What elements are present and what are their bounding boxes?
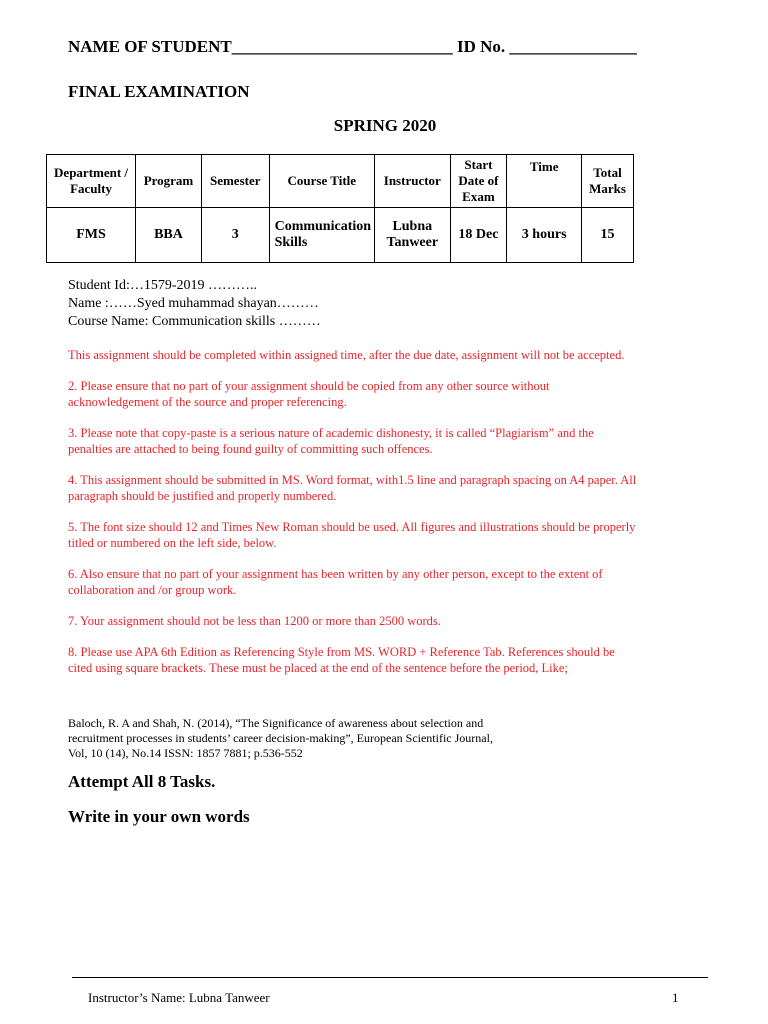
header-start-date: Start Date of Exam: [450, 155, 507, 208]
attempt-instruction: Attempt All 8 Tasks.: [68, 772, 216, 791]
page-number: 1: [672, 990, 679, 1005]
rule-item: 6. Also ensure that no part of your assignment has been written by any other person, except to the extent of collaboration and /or group work.: [68, 567, 603, 597]
student-name-id-line: NAME OF STUDENT__________________________ ID No. _______________: [68, 37, 637, 56]
header-instructor: Instructor: [375, 155, 451, 208]
footer-instructor-name: Instructor’s Name: Lubna Tanweer: [88, 990, 270, 1005]
rule-item: 4. This assignment should be submitted in MS. Word format, with1.5 line and paragraph spacing on A4 paper. All paragraph should be justified and properly numbered.: [68, 473, 637, 503]
assignment-rules: [68, 347, 638, 676]
value-start-date: 18 Dec: [450, 208, 507, 263]
rule-item: 7. Your assignment should not be less than 1200 or more than 2500 words.: [68, 614, 441, 628]
value-time: 3 hours: [507, 208, 582, 263]
reference-line: Vol, 10 (14), No.14 ISSN: 1857 7881; p.536-552: [68, 746, 303, 760]
value-department: FMS: [47, 208, 136, 263]
table-header-row: [47, 155, 634, 208]
rule-item: 8. Please use APA 6th Edition as Referencing Style from MS. WORD + Reference Tab. References should be cited using square brackets. These must be placed at the end of the sentence before the period, Like;: [68, 645, 615, 675]
header-semester: Semester: [201, 155, 269, 208]
rule-item: This assignment should be completed within assigned time, after the due date, assignment will not be accepted.: [68, 348, 625, 362]
exam-title: FINAL EXAMINATION: [68, 82, 250, 101]
exam-info-table: [46, 154, 634, 263]
exam-term-text: SPRING 2020: [333, 116, 437, 135]
value-course-title: Communication Skills: [269, 208, 374, 263]
value-semester: 3: [201, 208, 269, 263]
value-total-marks: 15: [582, 208, 634, 263]
write-instruction: Write in your own words: [68, 807, 250, 826]
student-details: [68, 277, 321, 331]
reference-example: [68, 716, 638, 761]
student-id-line: Student Id:…1579-2019 ………..: [68, 278, 257, 293]
rule-item: 5. The font size should 12 and Times New Roman should be used. All figures and illustrations should be properly titled or numbered on the left side, below.: [68, 520, 636, 550]
header-department: Department / Faculty: [47, 155, 136, 208]
student-name-line: Name :……Syed muhammad shayan………: [68, 296, 319, 311]
value-instructor: Lubna Tanweer: [375, 208, 451, 263]
rule-item: 2. Please ensure that no part of your assignment should be copied from any other source without acknowledgement of the source and proper referencing.: [68, 379, 550, 409]
rule-item: 3. Please note that copy-paste is a serious nature of academic dishonesty, it is called “Plagiarism” and the penalties are attached to being found guilty of committing such offences.: [68, 426, 594, 456]
table-row: [47, 208, 634, 263]
header-program: Program: [136, 155, 202, 208]
footer-divider: [72, 977, 708, 978]
value-program: BBA: [136, 208, 202, 263]
reference-line: recruitment processes in students’ career decision-making”, European Scientific Journal,: [68, 731, 493, 745]
header-time: Time: [507, 155, 582, 208]
exam-term: [0, 116, 768, 136]
header-total-marks: Total Marks: [582, 155, 634, 208]
reference-line: Baloch, R. A and Shah, N. (2014), “The Significance of awareness about selection and: [68, 716, 484, 730]
course-name-line: Course Name: Communication skills ………: [68, 314, 321, 329]
header-course-title: Course Title: [269, 155, 374, 208]
